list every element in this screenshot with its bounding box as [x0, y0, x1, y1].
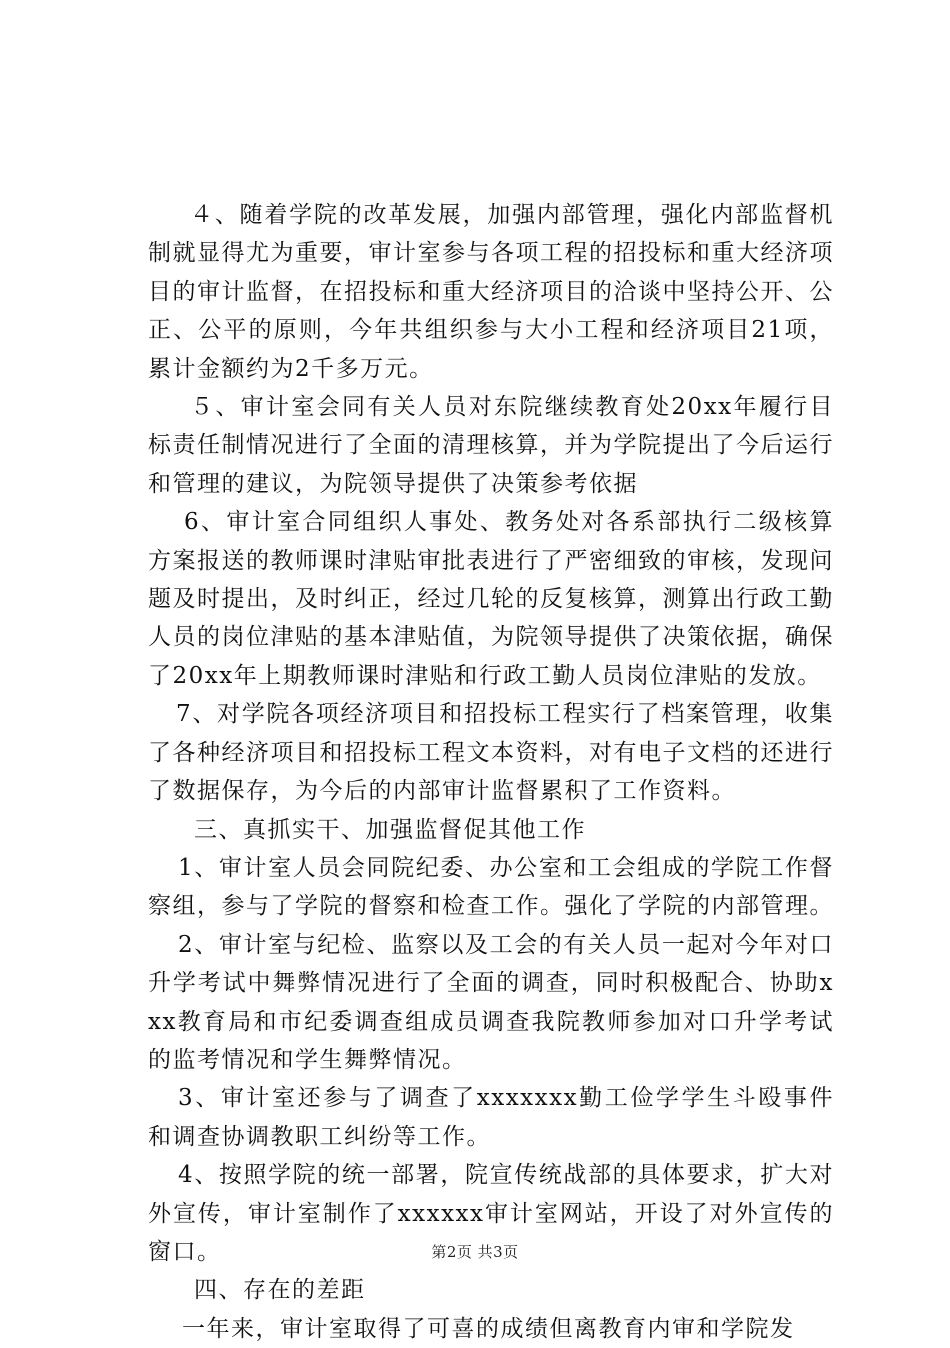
- document-body: [148, 196, 834, 1348]
- section-heading-4: 四、存在的差距: [194, 1277, 366, 1304]
- paragraph-item-4: ４、随着学院的改革发展，加强内部管理，强化内部监督机制就显得尤为重要，审计室参与各项工程的招投标和重大经济项目的审计监督，在招投标和重大经济项目的洽谈中坚持公开、公正、公平的原则，今年共组织参与大小工程和经济项目21项，累计金额约为2千多万元。: [148, 202, 834, 382]
- paragraph-item-6: 6、审计室合同组织人事处、教务处对各系部执行二级核算方案报送的教师课时津贴审批表进行了严密细致的审核，发现问题及时提出，及时纠正，经过几轮的反复核算，测算出行政工勤人员的岗位津贴的基本津贴值，为院领导提供了决策依据，确保了20xx年上期教师课时津贴和行政工勤人员岗位津贴的发放。: [148, 509, 834, 689]
- paragraph-subitem-2: 2、审计室与纪检、监察以及工会的有关人员一起对今年对口升学考试中舞弊情况进行了全面的调查，同时积极配合、协助xxx教育局和市纪委调查组成员调查我院教师参加对口升学考试的监考情况和学生舞弊情况。: [148, 931, 834, 1073]
- paragraph-subitem-3: 3、审计室还参与了调查了xxxxxxx勤工俭学学生斗殴事件和调查协调教职工纠纷等工作。: [148, 1085, 834, 1150]
- paragraph-subitem-1: 1、审计室人员会同院纪委、办公室和工会组成的学院工作督察组，参与了学院的督察和检查工作。强化了学院的内部管理。: [148, 854, 834, 920]
- paragraph-subitem-4: 4、按照学院的统一部署，院宣传统战部的具体要求，扩大对外宣传，审计室制作了xxxxxx审计室网站，开设了对外宣传的窗口。: [148, 1162, 834, 1265]
- page-footer: 第2页 共3页: [431, 1243, 519, 1261]
- paragraph-item-5: ５、审计室会同有关人员对东院继续教育处20xx年履行目标责任制情况进行了全面的清理核算，并为学院提出了今后运行和管理的建议，为院领导提供了决策参考依据: [148, 394, 834, 497]
- section-heading-3: 三、真抓实干、加强监督促其他工作: [194, 816, 586, 843]
- paragraph-closing: 一年来，审计室取得了可喜的成绩但离教育内审和学院发: [182, 1315, 795, 1342]
- paragraph-item-7: 7、对学院各项经济项目和招投标工程实行了档案管理，收集了各种经济项目和招投标工程文本资料，对有电子文档的还进行了数据保存，为今后的内部审计监督累积了工作资料。: [148, 701, 834, 805]
